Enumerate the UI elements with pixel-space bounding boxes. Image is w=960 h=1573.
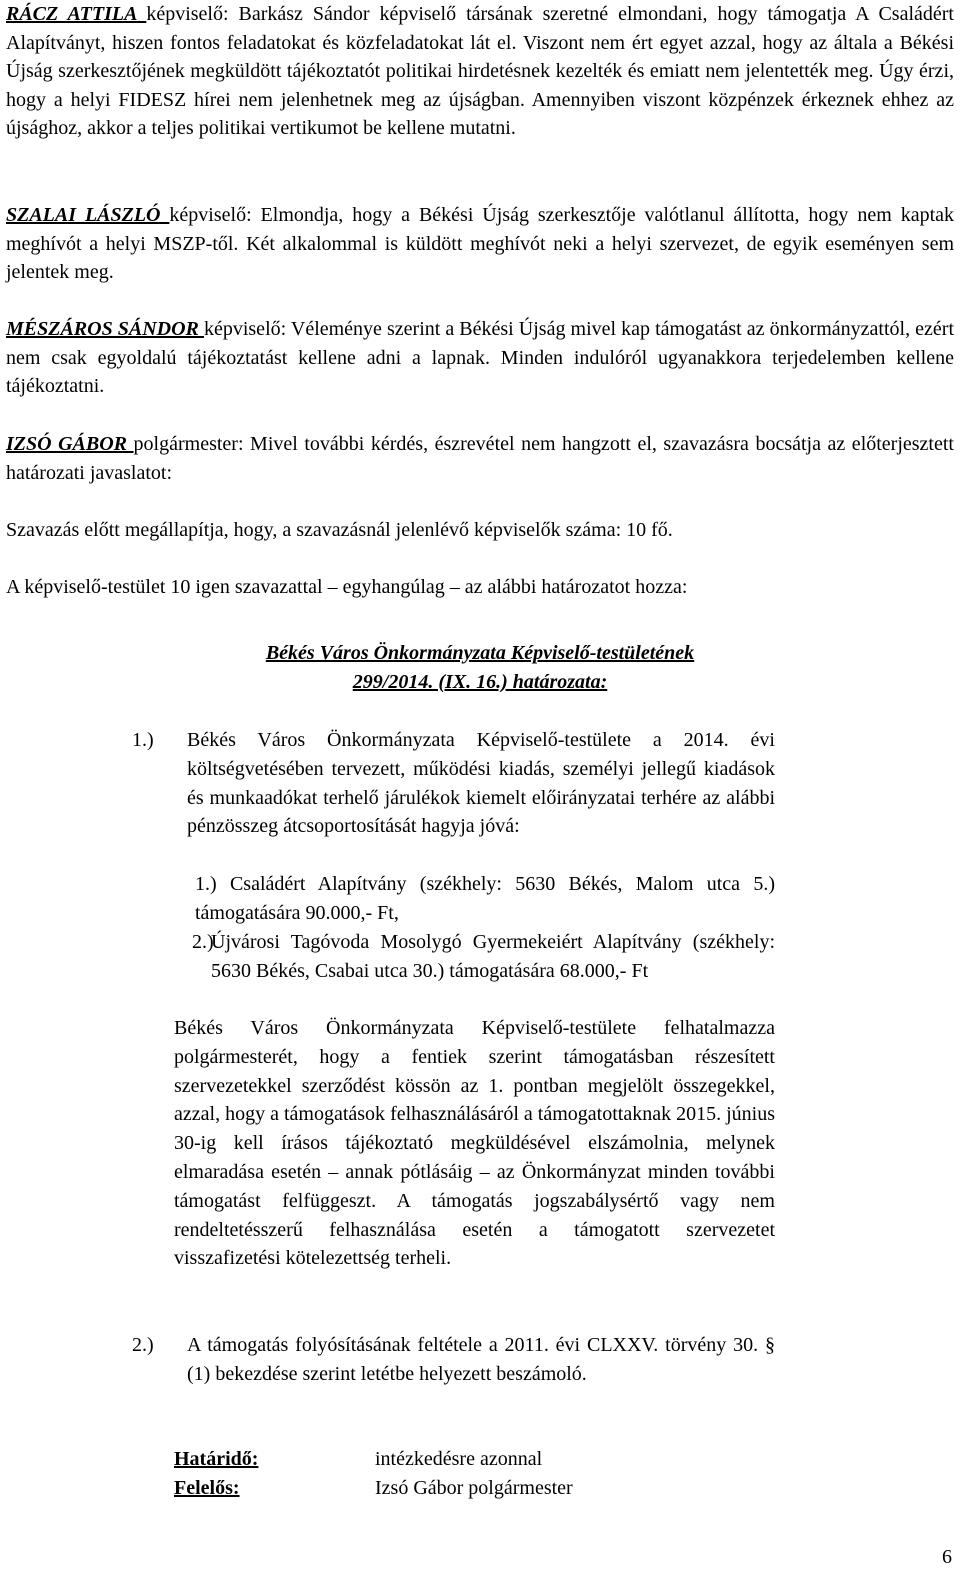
paragraph-szalai <box>6 201 954 287</box>
resolution-title-line2: 299/2014. (IX. 16.) határozata: <box>352 671 608 693</box>
item2-text: A támogatás folyósításának feltétele a 2011. évi CLXXV. törvény 30. § (1) bekezdése szerint letétbe helyezett beszámoló. <box>187 1334 775 1385</box>
responsible-value: Izsó Gábor polgármester <box>375 1477 573 1499</box>
paragraph-text: polgármester: Mivel további kérdés, észrevétel nem hangzott el, szavazásra bocsátja az előterjesztett határozati javaslatot: <box>6 433 954 484</box>
speaker-name: IZSÓ GÁBOR <box>6 433 134 455</box>
vote-result-statement: A képviselő-testület 10 igen szavazattal – egyhangúlag – az alábbi határozatot hozza: <box>6 576 688 598</box>
item1-continuation: Békés Város Önkormányzata Képviselő-testülete felhatalmazza polgármesterét, hogy a fentiek szerint támogatásban részesített szervezetekkel szerződést kössön az 1. pontban megjelölt összegekkel, azzal, hogy a támogatások felhasználásáról a támogatottaknak 2015. június 30-ig kell írásos tájékoztató megküldésével elszámolnia, melynek elmaradása esetén – annak pótlásáig – az Önkormányzat minden további támogatást felfüggeszt. A támogatás jogszabálysértő vagy nem rendeltetésszerű felhasználása esetén a támogatott szervezetet visszafizetési kötelezettség terheli. <box>174 1017 775 1270</box>
paragraph-racz <box>6 0 954 143</box>
speaker-name: SZALAI LÁSZLÓ <box>6 204 170 226</box>
resolution-title-line1: Békés Város Önkormányzata Képviselő-testületének <box>265 642 695 664</box>
deadline-label: Határidő: <box>174 1448 259 1470</box>
speaker-name: RÁCZ ATTILA <box>6 3 147 25</box>
paragraph-text: képviselő: Véleménye szerint a Békési Újság mivel kap támogatást az önkormányzattól, ezért nem csak egyoldalú tájékoztatást kellene adni a lapnak. Minden indulóról ugyanakkora terjedelemben kellene tájékoztatni. <box>6 318 955 397</box>
paragraph-text: képviselő: Elmondja, hogy a Békési Újság szerkesztője valótlanul állította, hogy nem kaptak meghívót a helyi MSZP-től. Két alkalommal is küldött meghívót neki a helyi szervezet, de egyik eseményen sem jelentek meg. <box>6 204 955 283</box>
responsible-label: Felelős: <box>174 1477 240 1499</box>
item1-text: Békés Város Önkormányzata Képviselő-testülete a 2014. évi költségvetésében tervezett, működési kiadás, személyi jellegű kiadások és munkaadókat terhelő járulékok kiemelt előirányzatai terhére az alábbi pénzösszeg átcsoportosítását hagyja jóvá: <box>187 729 775 838</box>
page-number: 6 <box>942 1546 952 1568</box>
speaker-name: MÉSZÁROS SÁNDOR <box>6 318 204 340</box>
paragraph-meszaros <box>6 315 954 401</box>
sub-item2-number: 2.) <box>192 931 214 953</box>
paragraph-text: képviselő: Barkász Sándor képviselő társának szeretné elmondani, hogy támogatja A Családért Alapítványt, hiszen fontos feladatokat és közfeladatokat lát el. Viszont nem ért egyet azzal, hogy az általa a Békési Újság szerkesztőjének megküldött tájékoztatót politikai hirdetésnek kezelték és emiatt nem jelentették meg. Úgy érzi, hogy a helyi FIDESZ hírei nem jelenhetnek meg az újságban. Amennyiben viszont közpénzek érkeznek ehhez az újsághoz, akkor a teljes politikai vertikumot be kellene mutatni. <box>6 3 954 139</box>
item2-number: 2.) <box>132 1334 154 1356</box>
item1-number: 1.) <box>132 729 154 751</box>
paragraph-izso <box>6 430 954 487</box>
sub-item1-text: 1.) Családért Alapítvány (székhely: 5630 Békés, Malom utca 5.) támogatására 90.000,- Ft, <box>195 873 775 924</box>
deadline-value: intézkedésre azonnal <box>375 1448 543 1470</box>
sub-item2-text: Újvárosi Tagóvoda Mosolygó Gyermekeiért Alapítvány (székhely: 5630 Békés, Csabai utca 30.) támogatására 68.000,- Ft <box>211 931 775 982</box>
vote-count-statement: Szavazás előtt megállapítja, hogy, a szavazásnál jelenlévő képviselők száma: 10 fő. <box>6 519 673 541</box>
